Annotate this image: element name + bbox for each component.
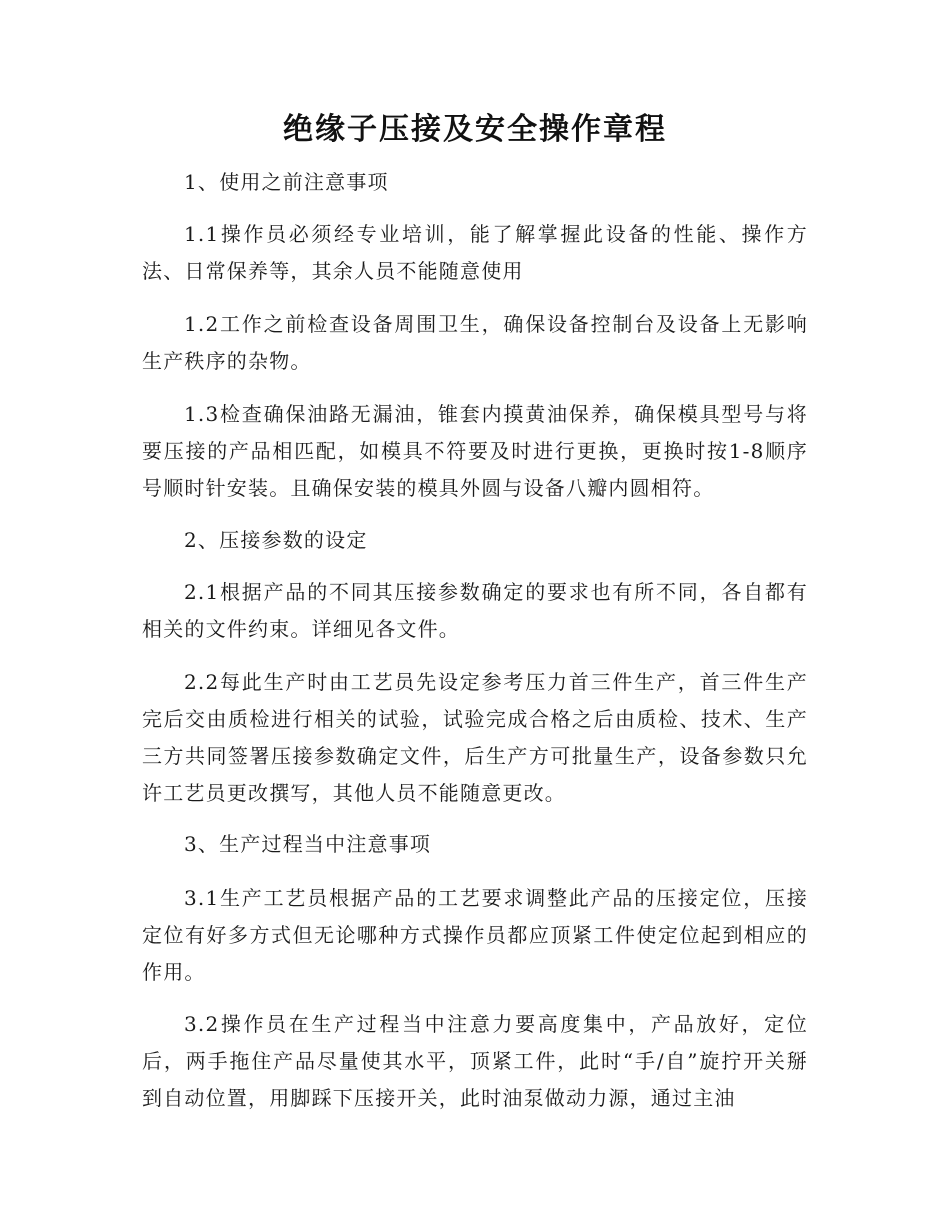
paragraph-2-1: 2.1根据产品的不同其压接参数确定的要求也有所不同，各自都有相关的文件约束。详细见各文件。 [142, 580, 808, 641]
document-title: 绝缘子压接及安全操作章程 [283, 112, 667, 147]
paragraph-1-2: 1.2工作之前检查设备周围卫生，确保设备控制台及设备上无影响生产秩序的杂物。 [142, 312, 808, 373]
paragraph-3-1: 3.1生产工艺员根据产品的工艺要求调整此产品的压接定位，压接定位有好多方式但无论哪种方式操作员都应顶紧工件使定位起到相应的作用。 [142, 886, 808, 984]
section-heading-1: 1、使用之前注意事项 [184, 170, 389, 194]
paragraph-3-2: 3.2操作员在生产过程当中注意力要高度集中，产品放好，定位后，两手拖住产品尽量使其水平，顶紧工件，此时“手/自”旋拧开关掰到自动位置，用脚踩下压接开关，此时油泵做动力源，通过主油 [142, 1012, 808, 1110]
section-heading-3: 3、生产过程当中注意事项 [184, 832, 432, 856]
section-heading-2: 2、压接参数的设定 [184, 528, 368, 552]
paragraph-2-2: 2.2每此生产时由工艺员先设定参考压力首三件生产，首三件生产完后交由质检进行相关的试验，试验完成合格之后由质检、技术、生产三方共同签署压接参数确定文件，后生产方可批量生产，设备参数只允许工艺员更改撰写，其他人员不能随意更改。 [142, 670, 808, 805]
paragraph-1-1: 1.1操作员必须经专业培训，能了解掌握此设备的性能、操作方法、日常保养等，其余人员不能随意使用 [142, 222, 808, 283]
paragraph-1-3: 1.3检查确保油路无漏油，锥套内摸黄油保养，确保模具型号与将要压接的产品相匹配，如模具不符要及时进行更换，更换时按1-8顺序号顺时针安装。且确保安装的模具外圆与设备八瓣内圆相符。 [142, 402, 808, 500]
